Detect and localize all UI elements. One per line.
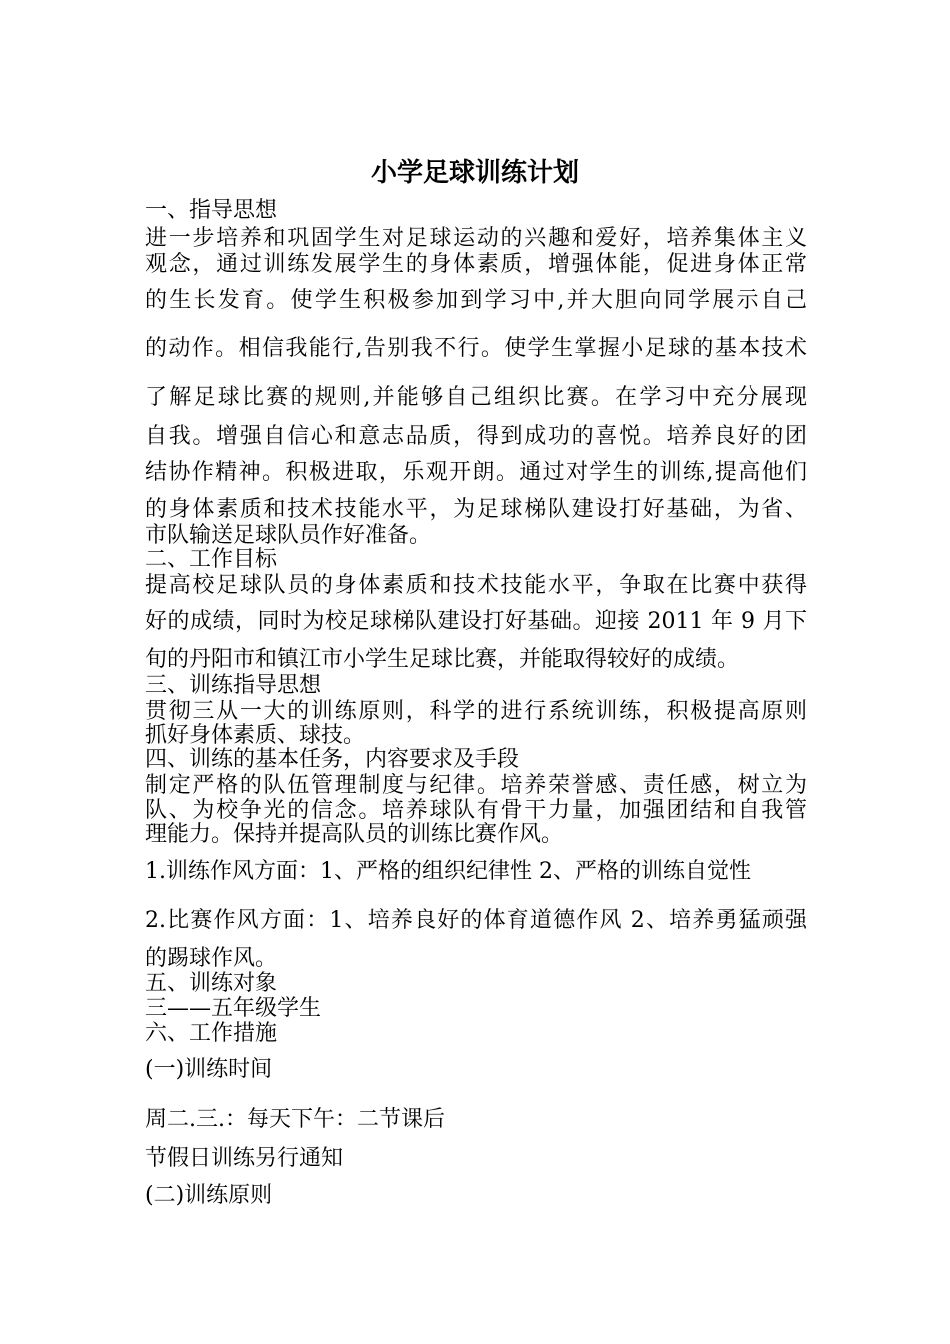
paragraph-line: 的生长发育。使学生积极参加到学习中,并大胆向同学展示自己 (145, 288, 807, 313)
subsection-heading-training-principles: (二)训练原则 (145, 1183, 273, 1208)
paragraph-line: 市队输送足球队员作好准备。 (145, 523, 432, 548)
paragraph-line: 队、为校争光的信念。培养球队有骨干力量，加强团结和自我管 (145, 798, 807, 823)
paragraph-line: 2.比赛作风方面：1、培养良好的体育道德作风 2、培养勇猛顽强 (145, 908, 807, 933)
paragraph-line: 的踢球作风。 (145, 946, 278, 971)
paragraph-line: 的身体素质和技术技能水平，为足球梯队建设打好基础，为省、 (145, 497, 807, 522)
subsection-heading-training-time: (一)训练时间 (145, 1057, 273, 1082)
paragraph-line: 提高校足球队员的身体素质和技术技能水平，争取在比赛中获得 (145, 573, 807, 598)
paragraph-line: 好的成绩，同时为校足球梯队建设打好基础。迎接 2011 年 9 月下 (145, 609, 807, 634)
paragraph-line: 进一步培养和巩固学生对足球运动的兴趣和爱好，培养集体主义 (145, 226, 807, 251)
paragraph-line: 了解足球比赛的规则,并能够自己组织比赛。在学习中充分展现 (145, 385, 807, 410)
paragraph-line: 抓好身体素质、球技。 (145, 723, 366, 748)
section-heading-training-thought: 三、训练指导思想 (145, 673, 322, 698)
paragraph-line: 理能力。保持并提高队员的训练比赛作风。 (145, 822, 564, 847)
section-heading-work-goals: 二、工作目标 (145, 547, 278, 572)
paragraph-line: 自我。增强自信心和意志品质，得到成功的喜悦。培养良好的团 (145, 424, 807, 449)
paragraph-line: 1.训练作风方面：1、严格的组织纪律性 2、严格的训练自觉性 (145, 859, 751, 884)
paragraph-line: 贯彻三从一大的训练原则，科学的进行系统训练，积极提高原则 (145, 699, 807, 724)
paragraph-line: 节假日训练另行通知 (145, 1146, 344, 1171)
paragraph-line: 三——五年级学生 (145, 996, 322, 1021)
paragraph-line: 旬的丹阳市和镇江市小学生足球比赛，并能取得较好的成绩。 (145, 647, 740, 672)
paragraph-line: 的动作。相信我能行,告别我不行。使学生掌握小足球的基本技术 (145, 336, 807, 361)
section-heading-guiding-thought: 一、指导思想 (145, 198, 278, 223)
section-heading-work-measures: 六、工作措施 (145, 1021, 278, 1046)
paragraph-line: 结协作精神。积极进取，乐观开朗。通过对学生的训练,提高他们 (145, 460, 807, 485)
section-heading-training-targets: 五、训练对象 (145, 971, 278, 996)
section-heading-basic-tasks: 四、训练的基本任务，内容要求及手段 (145, 747, 520, 772)
paragraph-line: 制定严格的队伍管理制度与纪律。培养荣誉感、责任感，树立为 (145, 773, 807, 798)
document-title: 小学足球训练计划 (370, 158, 579, 188)
paragraph-line: 观念，通过训练发展学生的身体素质，增强体能，促进身体正常 (145, 252, 807, 277)
paragraph-line: 周二.三.：每天下午：二节课后 (145, 1107, 445, 1132)
